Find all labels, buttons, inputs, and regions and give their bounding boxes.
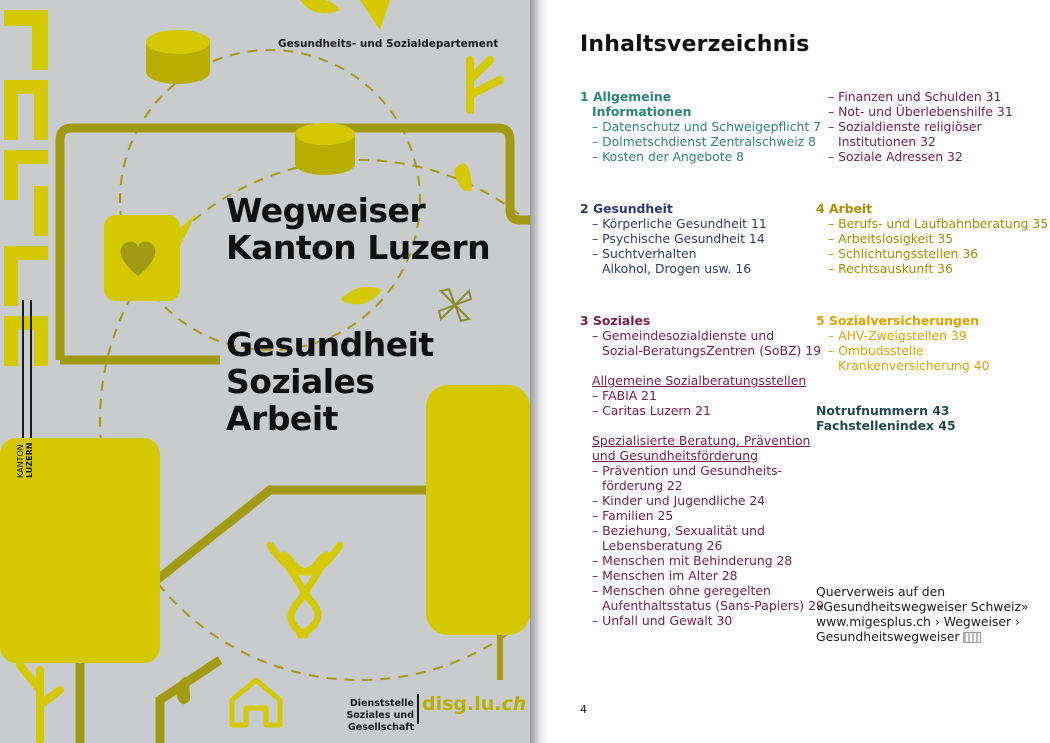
book-spine xyxy=(530,0,548,743)
toc-entry-cont: Krankenversicherung 40 xyxy=(838,358,990,373)
toc-subsection-title[interactable]: Allgemeine Sozialberatungsstellen xyxy=(592,373,807,388)
toc-entry[interactable]: – Psychische Gesundheit 14 xyxy=(592,231,765,246)
cover-subtitle-line: Gesundheit xyxy=(226,325,434,364)
toc-entry-cont: Aufenthaltsstatus (Sans-Papiers) 29 xyxy=(602,598,824,613)
toc-page xyxy=(548,0,1050,743)
section-number: 3 xyxy=(580,313,589,328)
toc-entry[interactable]: – Menschen mit Behinderung 28 xyxy=(592,553,793,568)
toc-entry[interactable] xyxy=(816,119,1048,149)
toc-entry[interactable]: – Menschen im Alter 28 xyxy=(592,568,738,583)
toc-section-4 xyxy=(816,201,1048,276)
toc-entry[interactable]: – Arbeitslosigkeit 35 xyxy=(828,231,954,246)
toc-entry-cont: Institutionen 32 xyxy=(838,134,936,149)
toc-entry[interactable]: – Datenschutz und Schweigepflicht 7 xyxy=(592,119,822,134)
toc-entry[interactable]: – Dolmetschdienst Zentralschweiz 8 xyxy=(592,134,817,149)
note-line: «Gesundheitswegweiser Schweiz» xyxy=(816,599,1029,614)
toc-section-3 xyxy=(580,313,824,628)
crossref-note xyxy=(816,584,1029,644)
toc-entry[interactable]: – Kosten der Angebote 8 xyxy=(592,149,745,164)
toc-entry[interactable]: – Schlichtungsstellen 36 xyxy=(828,246,979,261)
footer-label-line: Soziales und Gesellschaft xyxy=(346,710,414,733)
toc-entry[interactable] xyxy=(580,583,824,613)
section-title: Arbeit xyxy=(828,201,873,216)
section-title: Allgemeine xyxy=(592,89,672,104)
toc-entry-cont: förderung 22 xyxy=(602,478,683,493)
toc-entry-cont: Alkohol, Drogen usw. 16 xyxy=(602,261,752,276)
footer-divider xyxy=(417,694,419,724)
section-title: Gesundheit xyxy=(592,201,673,216)
toc-entry-line: – Ombudsstelle xyxy=(828,343,924,358)
toc-heading: Inhaltsverzeichnis xyxy=(580,32,810,57)
toc-entry[interactable] xyxy=(816,343,1048,373)
subsection-title-line: Spezialisierte Beratung, Prävention xyxy=(592,433,811,448)
toc-entry[interactable]: – Not- und Überlebenshilfe 31 xyxy=(828,104,1013,119)
cover-title-line: Kanton Luzern xyxy=(226,228,491,267)
toc-entry[interactable]: – Berufs- und Laufbahnberatung 35 xyxy=(828,216,1049,231)
footer-label xyxy=(284,698,414,734)
toc-entry-line: – Prävention und Gesundheits- xyxy=(592,463,783,478)
toc-entry[interactable]: – Rechtsauskunft 36 xyxy=(828,261,953,276)
section-number: 4 xyxy=(816,201,825,216)
toc-entry[interactable]: – AHV-Zweigstellen 39 xyxy=(828,328,967,343)
toc-entry[interactable]: – Caritas Luzern 21 xyxy=(592,403,711,418)
section-number: 2 xyxy=(580,201,589,216)
section-number: 1 xyxy=(580,89,589,104)
page-number: 4 xyxy=(580,703,587,716)
toc-subsection-title[interactable] xyxy=(580,433,824,463)
toc-entry[interactable]: – Finanzen und Schulden 31 xyxy=(828,89,1002,104)
cover-title-line: Wegweiser xyxy=(226,191,426,230)
toc-entry[interactable] xyxy=(580,328,824,358)
toc-entry[interactable]: – FABIA 21 xyxy=(592,388,657,403)
section-title-cont: Informationen xyxy=(592,104,692,119)
toc-entry[interactable]: – Familien 25 xyxy=(592,508,674,523)
logo-line: KANTON xyxy=(16,444,25,478)
department-name: Gesundheits- und Sozialdepartement xyxy=(278,38,499,50)
cover-subtitle xyxy=(226,326,434,437)
toc-entry-fachstellen[interactable]: Fachstellenindex 45 xyxy=(816,418,956,433)
section-title: Soziales xyxy=(592,313,651,328)
toc-entry[interactable]: – Körperliche Gesundheit 11 xyxy=(592,216,767,231)
toc-extras xyxy=(816,403,1048,433)
toc-entry[interactable]: – Kinder und Jugendliche 24 xyxy=(592,493,766,508)
cover-subtitle-line: Soziales xyxy=(226,362,375,401)
toc-section-3-continued xyxy=(816,89,1048,164)
footer-url-main: disg.lu. xyxy=(422,693,502,715)
toc-entry-line: – Beziehung, Sexualität und xyxy=(592,523,765,538)
toc-entry[interactable]: – Unfall und Gewalt 30 xyxy=(592,613,733,628)
toc-section-1 xyxy=(580,89,824,164)
note-line: Gesundheitswegweiser xyxy=(816,629,960,644)
cover-title xyxy=(226,192,490,266)
toc-section-5 xyxy=(816,313,1048,373)
toc-entry-line: – Menschen ohne geregelten xyxy=(592,583,771,598)
footer-url-tail: ch xyxy=(501,693,527,715)
section-number: 5 xyxy=(816,313,825,328)
toc-left-column xyxy=(580,89,824,628)
toc-entry-cont: Sozial-BeratungsZentren (SoBZ) 19 xyxy=(602,343,822,358)
external-link-icon xyxy=(963,632,981,643)
canton-logo xyxy=(16,443,34,478)
toc-right-column xyxy=(816,89,1048,433)
cover-subtitle-line: Arbeit xyxy=(226,399,338,438)
toc-entry-notruf[interactable]: Notrufnummern 43 xyxy=(816,403,950,418)
toc-entry[interactable] xyxy=(580,523,824,553)
logo-line: LUZERN xyxy=(25,442,34,478)
toc-entry[interactable] xyxy=(580,463,824,493)
subsection-title-line: und Gesundheitsförderung xyxy=(592,448,758,463)
toc-entry-line: – Gemeindesozialdienste und xyxy=(592,328,775,343)
toc-entry-cont: Lebensberatung 26 xyxy=(602,538,723,553)
note-line: www.migesplus.ch › Wegweiser › xyxy=(816,614,1020,629)
toc-entry[interactable]: – Suchtverhalten xyxy=(592,246,697,261)
section-title: Sozialversicherungen xyxy=(828,313,980,328)
footer-label-line: Dienststelle xyxy=(349,698,414,709)
toc-entry[interactable]: – Soziale Adressen 32 xyxy=(828,149,963,164)
note-line: Querverweis auf den xyxy=(816,584,946,599)
footer-url xyxy=(422,693,526,715)
toc-entry-line: – Sozialdienste religiöser xyxy=(828,119,982,134)
toc-section-2 xyxy=(580,201,824,276)
